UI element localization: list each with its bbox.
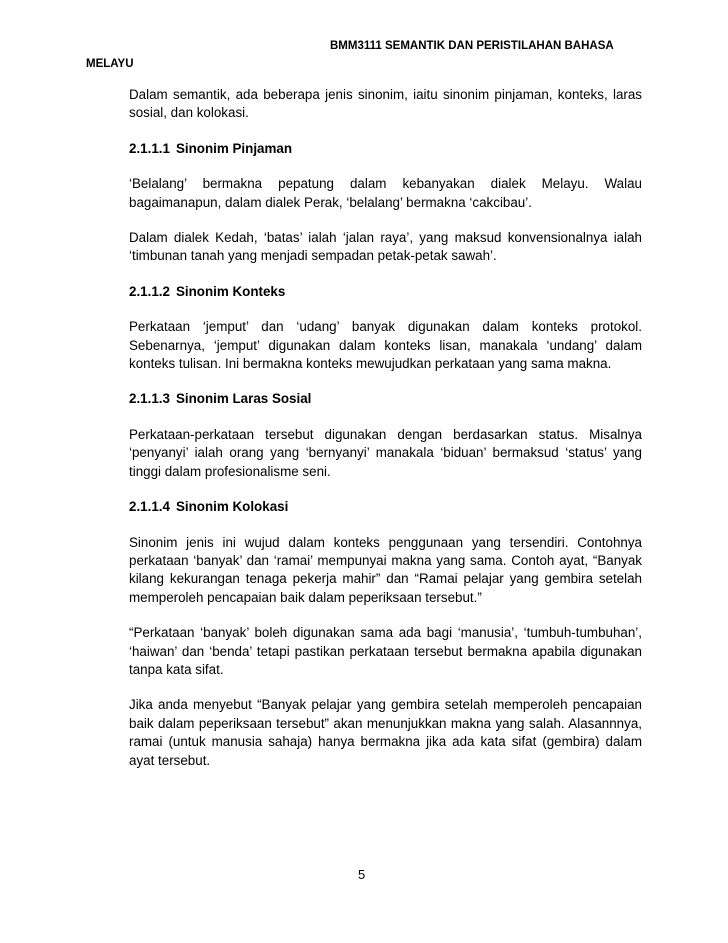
section-heading-sinonim-pinjaman — [129, 140, 642, 158]
paragraph: “Perkataan ‘banyak’ boleh digunakan sama ada bagi ‘manusia’, ‘tumbuh-tumbuhan’, ‘haiwan’ dan ‘benda’ tetapi pastikan perkataan tersebut bermakna apabila digunakan tanpa kata sifat. — [129, 625, 642, 677]
section-heading-sinonim-laras-sosial — [129, 390, 642, 408]
paragraph: ‘Belalang’ bermakna pepatung dalam kebanyakan dialek Melayu. Walau bagaimanapun, dalam dialek Perak, ‘belalang’ bermakna ‘cakcibau’. — [129, 176, 642, 210]
section-heading-sinonim-kolokasi — [129, 498, 642, 516]
section-number: 2.1.1.3 — [129, 391, 170, 407]
running-header: BMM3111 SEMANTIK DAN PERISTILAHAN BAHASA — [330, 40, 614, 52]
section-number: 2.1.1.2 — [129, 283, 170, 299]
running-header-continuation: MELAYU — [86, 58, 134, 70]
section-title: Sinonim Kolokasi — [175, 499, 289, 515]
paragraph: Dalam dialek Kedah, ‘batas’ ialah ‘jalan raya’, yang maksud konvensionalnya ialah ‘timbunan tanah yang menjadi sempadan petak-petak sawah’. — [129, 230, 642, 264]
section-number: 2.1.1.4 — [129, 499, 170, 515]
page-number: 5 — [358, 867, 366, 882]
section-title: Sinonim Pinjaman — [175, 140, 293, 156]
intro-paragraph: Dalam semantik, ada beberapa jenis sinonim, iaitu sinonim pinjaman, konteks, laras sosial, dan kolokasi. — [129, 87, 642, 121]
paragraph: Perkataan-perkataan tersebut digunakan dengan berdasarkan status. Misalnya ‘penyanyi’ ialah orang yang ‘bernyanyi’ manakala ‘biduan’ bermaksud ‘status’ yang tinggi dalam profesionalisme seni. — [129, 426, 642, 479]
paragraph: Sinonim jenis ini wujud dalam konteks penggunaan yang tersendiri. Contohnya perkataan ‘banyak’ dan ‘ramai’ mempunyai makna yang sama. Contoh ayat, “Banyak kilang kekurangan tenaga pekerja mahir” dan “Ramai pelajar yang gembira setelah memperoleh pencapaian baik dalam peperiksaan tersebut.” — [129, 534, 642, 605]
document-body — [129, 86, 642, 787]
paragraph: Perkataan ‘jemput’ dan ‘udang’ banyak digunakan dalam konteks protokol. Sebenarnya, ‘jemput’ digunakan dalam konteks lisan, manakala ‘undang’ dalam konteks tulisan. Ini bermakna konteks mewujudkan perkataan yang sama makna. — [129, 319, 642, 372]
section-title: Sinonim Konteks — [175, 283, 286, 299]
section-number: 2.1.1.1 — [129, 140, 170, 156]
paragraph: Jika anda menyebut “Banyak pelajar yang gembira setelah memperoleh pencapaian baik dalam peperiksaan tersebut” akan menunjukkan makna yang salah. Alasannnya, ramai (untuk manusia sahaja) hanya bermakna jika ada kata sifat (gembira) dalam ayat tersebut. — [129, 697, 642, 768]
section-heading-sinonim-konteks — [129, 283, 642, 301]
section-title: Sinonim Laras Sosial — [175, 391, 312, 407]
